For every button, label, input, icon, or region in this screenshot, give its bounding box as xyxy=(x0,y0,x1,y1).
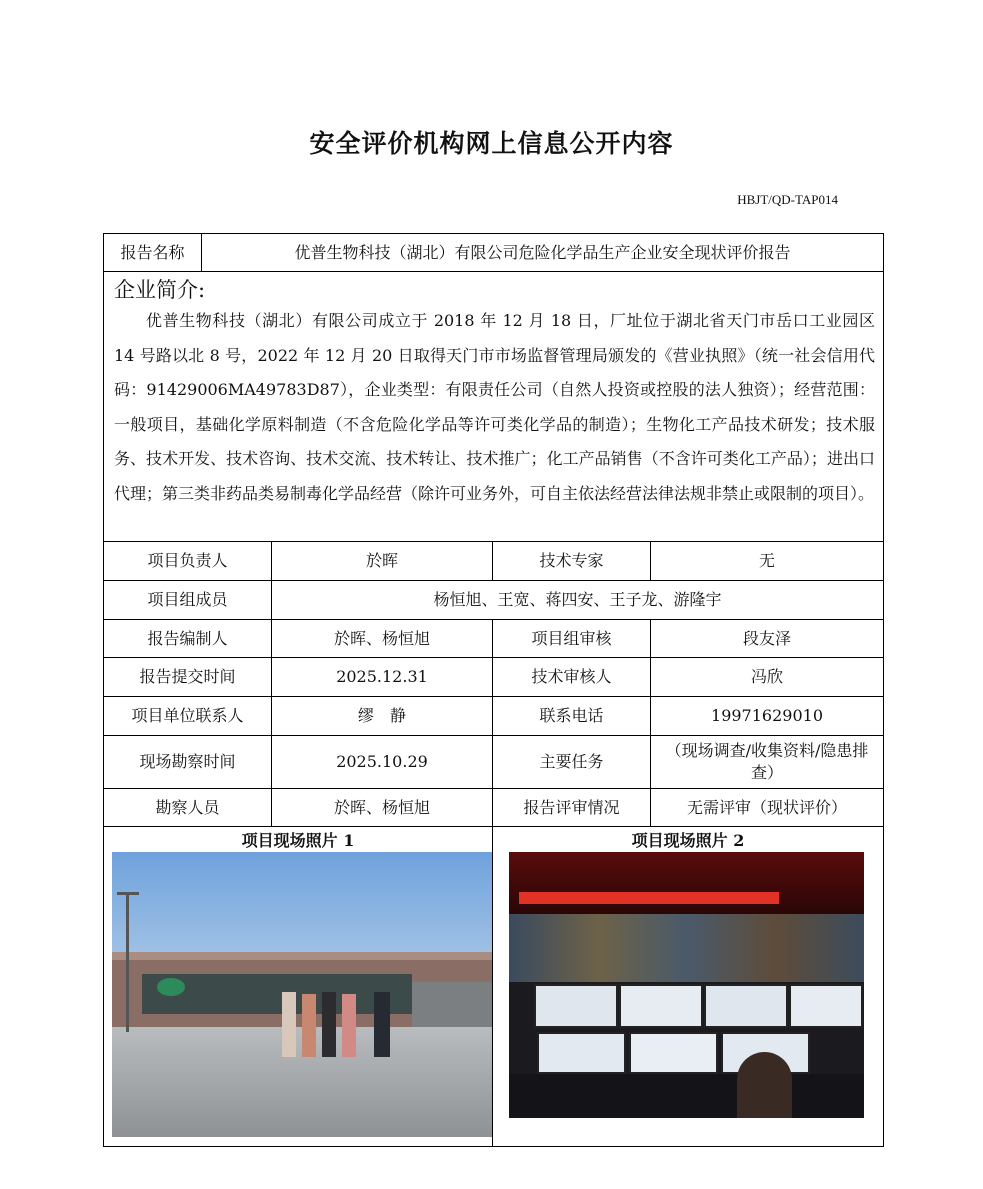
label-team-members: 项目组成员 xyxy=(104,581,272,620)
label-project-lead: 项目负责人 xyxy=(104,542,272,581)
value-tech-expert: 无 xyxy=(651,542,884,581)
photo-cell-2 xyxy=(493,827,884,1147)
info-table xyxy=(103,233,884,1147)
site-photo-2 xyxy=(509,852,864,1118)
photo-2-caption: 项目现场照片 2 xyxy=(631,831,745,850)
value-project-lead: 於晖 xyxy=(272,542,493,581)
intro-heading: 企业简介: xyxy=(114,278,206,302)
label-tech-reviewer: 技术审核人 xyxy=(493,658,651,697)
label-contact-person: 项目单位联系人 xyxy=(104,697,272,736)
label-report-author: 报告编制人 xyxy=(104,620,272,658)
report-name-value: 优普生物科技（湖北）有限公司危险化学品生产企业安全现状评价报告 xyxy=(202,234,884,272)
value-main-task: （现场调查/收集资料/隐患排查） xyxy=(651,736,884,789)
document-code: HBJT/QD-TAP014 xyxy=(737,192,838,207)
photo-cell-1 xyxy=(104,827,493,1147)
document-title: 安全评价机构网上信息公开内容 xyxy=(309,129,674,158)
value-tech-reviewer: 冯欣 xyxy=(651,658,884,697)
value-contact-phone: 19971629010 xyxy=(651,697,884,736)
report-name-label: 报告名称 xyxy=(104,234,202,272)
label-main-task: 主要任务 xyxy=(493,736,651,789)
value-team-review: 段友泽 xyxy=(651,620,884,658)
label-tech-expert: 技术专家 xyxy=(493,542,651,581)
site-photo-1 xyxy=(112,852,492,1137)
label-review-status: 报告评审情况 xyxy=(493,789,651,827)
label-survey-time: 现场勘察时间 xyxy=(104,736,272,789)
intro-body: 优普生物科技（湖北）有限公司成立于 2018 年 12 月 18 日，厂址位于湖北省天门市岳口工业园区 14 号路以北 8 号，2022 年 12 月 20 日取得天门市市场监督管理局颁发的《营业执照》（统一社会信用代码：91429006MA49783D87），企业类型：有限责任公司（自然人投资或控股的法人独资）；经营范围：一般项目，基础化学原料制造（不含危险化学品等许可类化学品的制造）；生物化工产品技术研发；技术服务、技术开发、技术咨询、技术交流、技术转让、技术推广；化工产品销售（不含许可类化工产品）；进出口代理；第三类非药品类易制毒化学品经营（除许可业务外，可自主依法经营法律法规非禁止或限制的项目）。 xyxy=(114,311,876,503)
value-contact-person: 缪 静 xyxy=(272,697,493,736)
value-report-author: 於晖、杨恒旭 xyxy=(272,620,493,658)
value-survey-time: 2025.10.29 xyxy=(272,736,493,789)
value-surveyors: 於晖、杨恒旭 xyxy=(272,789,493,827)
value-team-members: 杨恒旭、王宽、蒋四安、王子龙、游隆宇 xyxy=(272,581,884,620)
value-review-status: 无需评审（现状评价） xyxy=(651,789,884,827)
label-submit-time: 报告提交时间 xyxy=(104,658,272,697)
company-intro xyxy=(104,272,884,542)
label-surveyors: 勘察人员 xyxy=(104,789,272,827)
label-team-review: 项目组审核 xyxy=(493,620,651,658)
value-submit-time: 2025.12.31 xyxy=(272,658,493,697)
label-contact-phone: 联系电话 xyxy=(493,697,651,736)
photo-1-caption: 项目现场照片 1 xyxy=(241,831,355,850)
